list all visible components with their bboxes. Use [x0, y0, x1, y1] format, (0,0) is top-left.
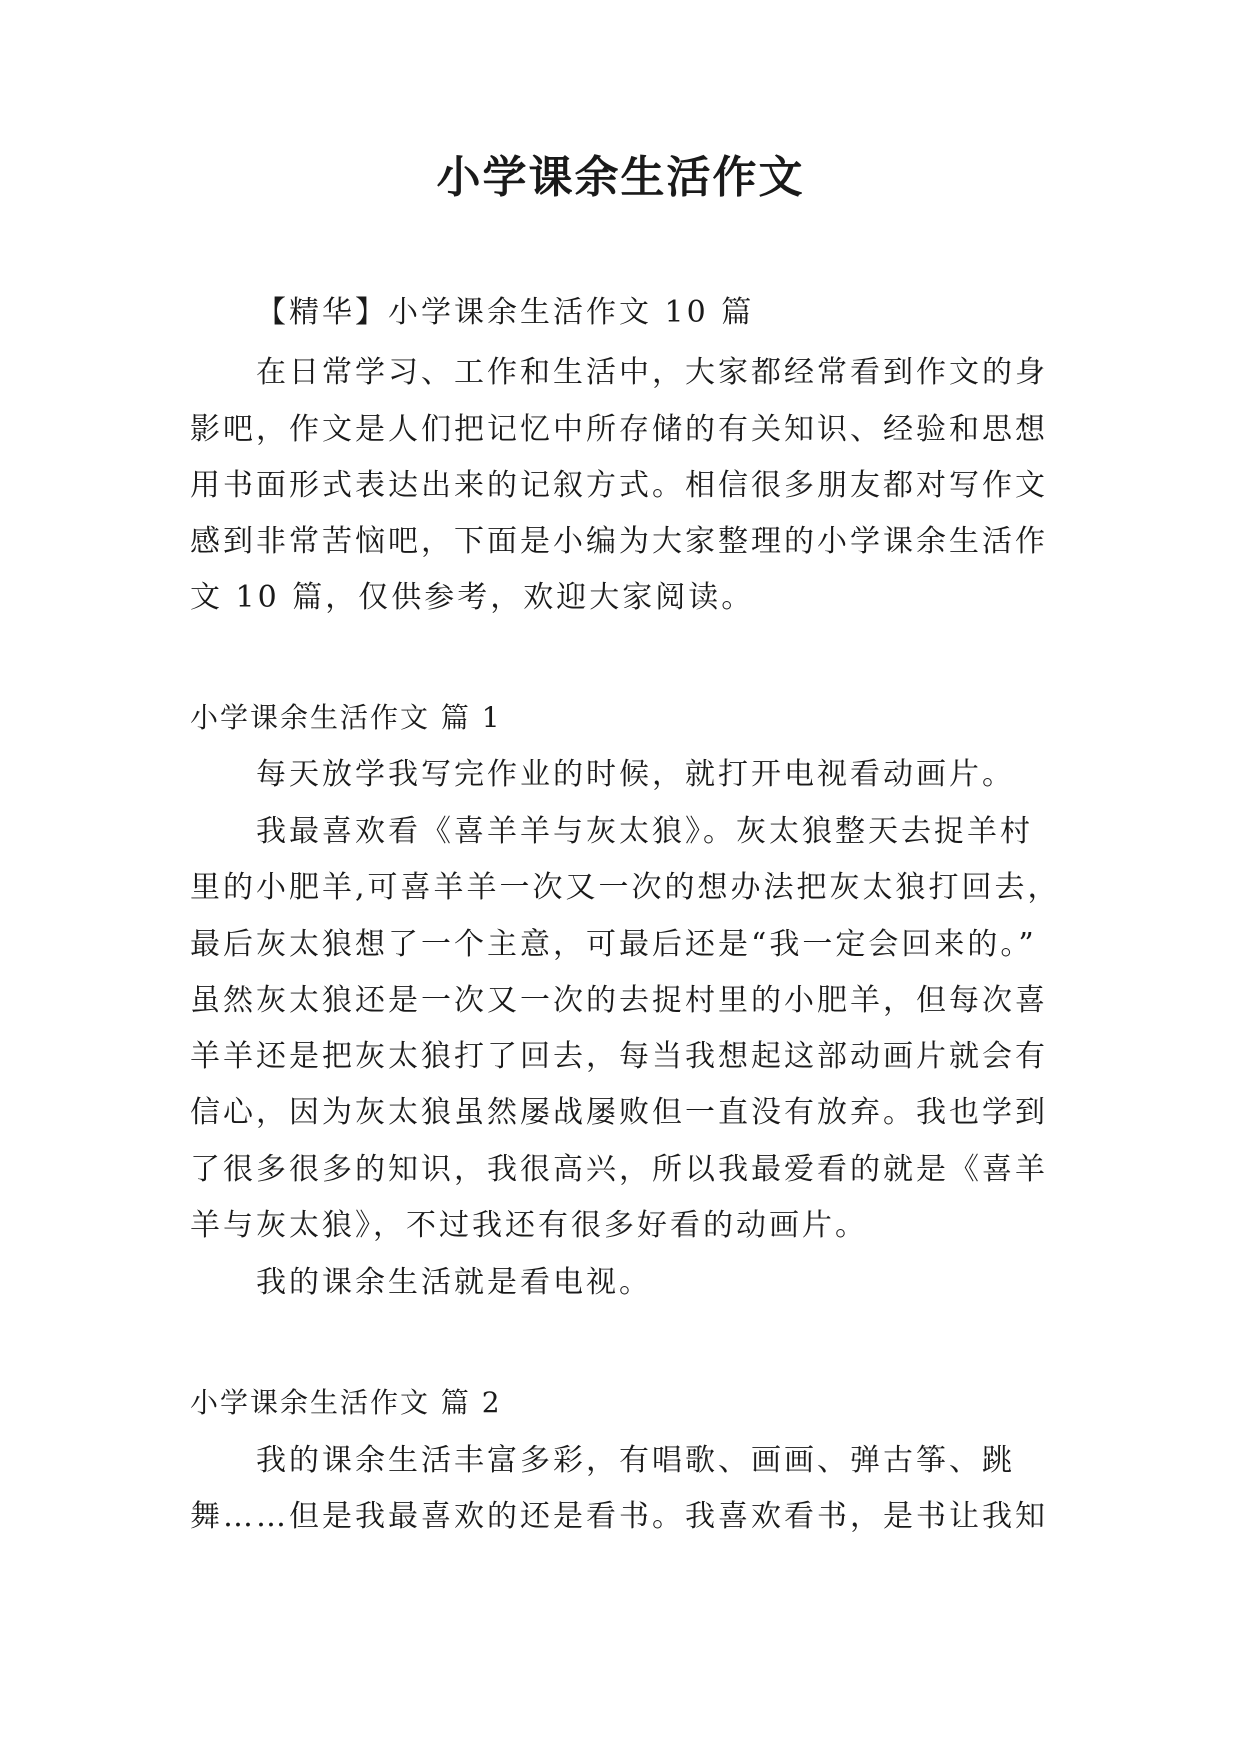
essay-line: 我的课余生活就是看电视。	[256, 1265, 652, 1300]
intro-line: 影吧，作文是人们把记忆中所存储的有关知识、经验和思想	[190, 412, 1048, 447]
intro-line: 在日常学习、工作和生活中，大家都经常看到作文的身	[256, 355, 1048, 390]
essay-heading: 小学课余生活作文 篇 2	[190, 1386, 502, 1419]
intro-line: 感到非常苦恼吧，下面是小编为大家整理的小学课余生活作	[190, 524, 1048, 559]
essay-line: 羊羊还是把灰太狼打了回去，每当我想起这部动画片就会有	[190, 1039, 1048, 1074]
essay-line: 信心，因为灰太狼虽然屡战屡败但一直没有放弃。我也学到	[190, 1095, 1048, 1130]
intro-line: 文 10 篇，仅供参考，欢迎大家阅读。	[190, 580, 755, 615]
essay-line: 了很多很多的知识，我很高兴，所以我最爱看的就是《喜羊	[190, 1152, 1048, 1187]
essay-line: 虽然灰太狼还是一次又一次的去捉村里的小肥羊，但每次喜	[190, 983, 1048, 1018]
essay-heading: 小学课余生活作文 篇 1	[190, 701, 502, 734]
essay-line: 最后灰太狼想了一个主意，可最后还是“我一定会回来的。”	[190, 927, 1037, 962]
essay-line: 舞……但是我最喜欢的还是看书。我喜欢看书，是书让我知	[190, 1499, 1048, 1534]
essay-line: 羊与灰太狼》，不过我还有很多好看的动画片。	[190, 1208, 868, 1243]
essay-line: 我最喜欢看《喜羊羊与灰太狼》。灰太狼整天去捉羊村	[256, 814, 1033, 849]
document-title: 小学课余生活作文	[436, 152, 805, 203]
essay-line: 里的小肥羊,可喜羊羊一次又一次的想办法把灰太狼打回去，	[190, 870, 1061, 905]
intro-line: 用书面形式表达出来的记叙方式。相信很多朋友都对写作文	[190, 468, 1048, 503]
essay-line: 我的课余生活丰富多彩，有唱歌、画画、弹古筝、跳	[256, 1443, 1015, 1478]
document-subtitle: 【精华】小学课余生活作文 10 篇	[256, 295, 755, 330]
essay-line: 每天放学我写完作业的时候，就打开电视看动画片。	[256, 757, 1015, 792]
